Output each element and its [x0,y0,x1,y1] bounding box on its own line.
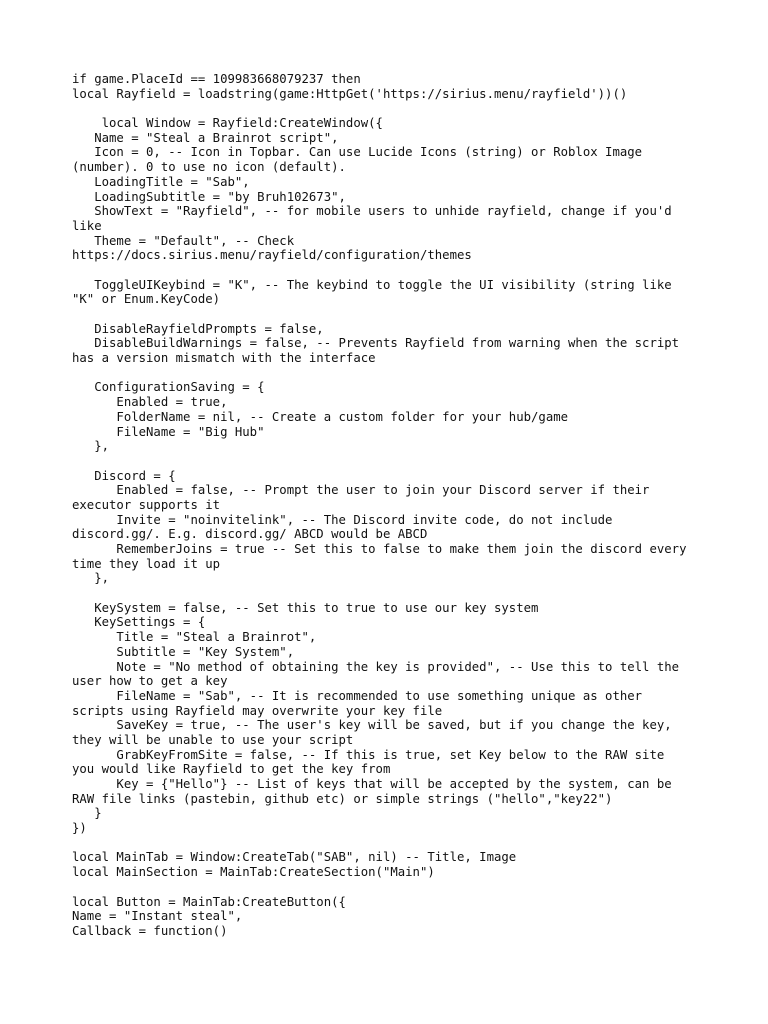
code-line: https://docs.sirius.menu/rayfield/configuration/themes [72,248,472,263]
code-line: ShowText = "Rayfield", -- for mobile users to unhide rayfield, change if you'd [72,204,672,219]
code-line: FolderName = nil, -- Create a custom folder for your hub/game [72,409,569,424]
code-line: Icon = 0, -- Icon in Topbar. Can use Lucide Icons (string) or Roblox Image [72,145,643,160]
code-line: executor supports it [72,497,221,512]
code-line: }) [72,821,87,836]
code-line: Note = "No method of obtaining the key is provided", -- Use this to tell the [72,659,680,674]
code-line: time they load it up [72,556,221,571]
code-line: like [72,218,102,233]
code-line: Key = {"Hello"} -- List of keys that will be accepted by the system, can be [72,777,672,791]
code-line: user how to get a key [72,674,228,689]
code-line: discord.gg/. E.g. discord.gg/ ABCD would be ABCD [72,527,428,542]
code-line: KeySystem = false, -- Set this to true to use our key system [72,600,539,615]
code-line: Discord = { [72,468,176,483]
code-line: FileName = "Big Hub" [72,424,265,439]
code-line: local Button = MainTab:CreateButton({ [72,894,346,909]
code-line: if game.PlaceId == 109983668079237 then [72,72,361,86]
code-line [72,454,712,469]
code-line: Invite = "noinvitelink", -- The Discord invite code, do not include [72,512,613,527]
code-line: local MainSection = MainTab:CreateSection("Main") [72,865,435,880]
document-page [72,72,712,939]
code-line: LoadingSubtitle = "by Bruh102673", [72,189,346,204]
code-line: RAW file links (pastebin, github etc) or simple strings ("hello","key22") [72,791,613,806]
code-line: KeySettings = { [72,615,206,630]
code-line [72,101,712,116]
code-line: DisableBuildWarnings = false, -- Prevents Rayfield from warning when the script [72,336,680,351]
code-line: "K" or Enum.KeyCode) [72,292,221,307]
code-line: local Window = Rayfield:CreateWindow({ [72,116,383,131]
code-line: Title = "Steal a Brainrot", [72,630,317,645]
code-line: has a version mismatch with the interface [72,351,376,366]
code-line: Subtitle = "Key System", [72,644,295,659]
code-line [72,263,712,278]
code-line [72,586,712,601]
code-line: Enabled = true, [72,395,228,410]
code-line: }, [72,571,110,586]
code-line: ToggleUIKeybind = "K", -- The keybind to toggle the UI visibility (string like [72,277,672,292]
code-line [72,836,712,851]
code-line: Name = "Instant steal", [72,909,243,924]
code-line [72,307,712,322]
code-line: }, [72,439,110,454]
code-line: Name = "Steal a Brainrot script", [72,130,339,145]
code-line [72,366,712,381]
code-line: you would like Rayfield to get the key from [72,762,391,777]
code-line: Theme = "Default", -- Check [72,233,295,248]
code-line: scripts using Rayfield may overwrite your key file [72,703,443,718]
code-line: local Rayfield = loadstring(game:HttpGet('https://sirius.menu/rayfield'))() [72,86,628,101]
code-line: LoadingTitle = "Sab", [72,174,250,189]
code-line: GrabKeyFromSite = false, -- If this is true, set Key below to the RAW site [72,747,665,762]
code-line: (number). 0 to use no icon (default). [72,160,346,175]
code-line: Enabled = false, -- Prompt the user to join your Discord server if their [72,483,650,498]
code-line: } [72,806,102,821]
code-line: RememberJoins = true -- Set this to false to make them join the discord every [72,542,687,556]
code-line [72,880,712,895]
code-line: they will be unable to use your script [72,732,354,747]
code-line: SaveKey = true, -- The user's key will be saved, but if you change the key, [72,718,672,733]
code-line: Callback = function() [72,923,228,938]
code-line: local MainTab = Window:CreateTab("SAB", nil) -- Title, Image [72,850,517,865]
code-line: DisableRayfieldPrompts = false, [72,321,324,336]
code-line: ConfigurationSaving = { [72,380,265,395]
code-line: FileName = "Sab", -- It is recommended to use something unique as other [72,688,643,703]
